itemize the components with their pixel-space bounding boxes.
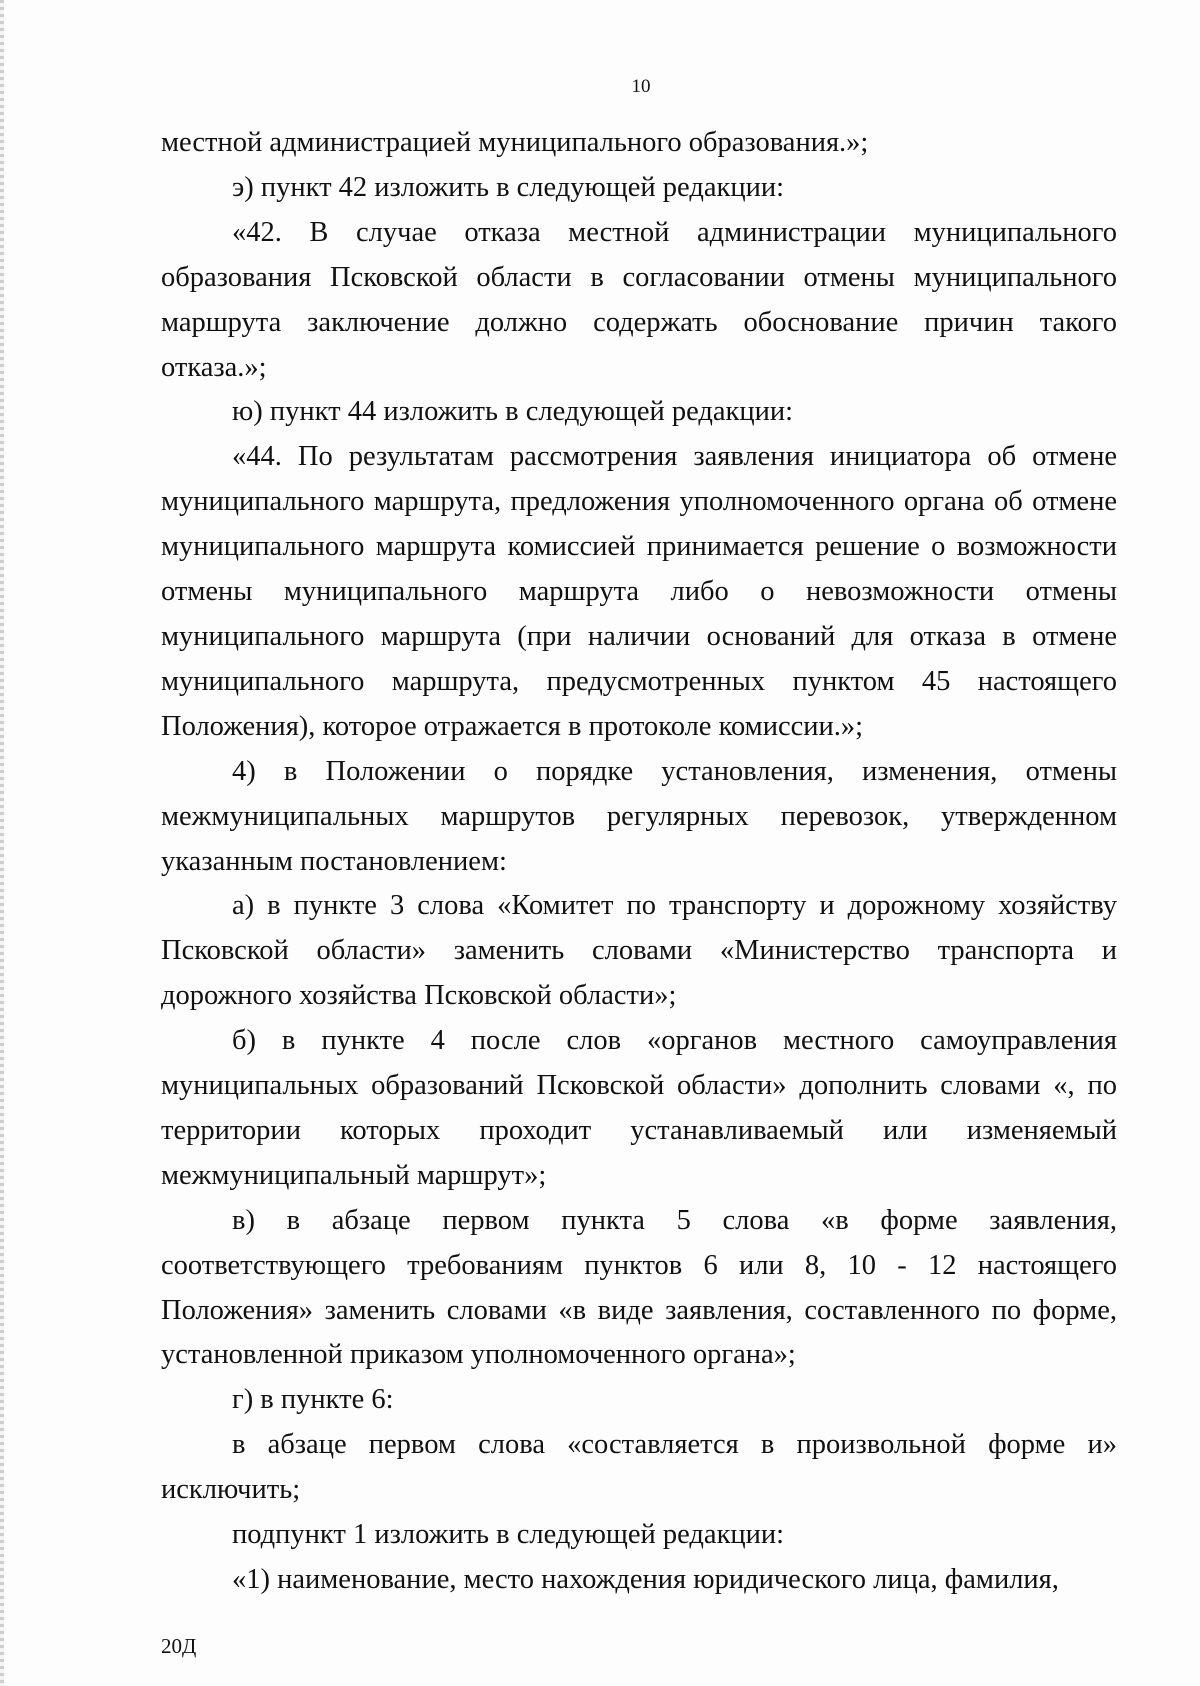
paragraph-item-yu: ю) пункт 44 изложить в следующей редакции:	[232, 396, 794, 428]
paragraph-quote-42: «42. В случае отказа местной администрации муниципального образования Псковской области в согласовании отмены муниципального маршрута заключение должно содержать обоснование причин такого отказа.»;	[161, 216, 1117, 383]
paragraph-abzac: в абзаце первом слова «составляется в произвольной форме и» исключить;	[161, 1429, 1117, 1506]
document-body	[161, 121, 1117, 1603]
footer-code: 20Д	[161, 1634, 197, 1658]
page-number: 10	[631, 76, 651, 97]
paragraph-item-b: б) в пункте 4 после слов «органов местного самоуправления муниципальных образований Псковской области» дополнить словами «, по территории которых проходит устанавливаемый или изменяемый межмуниципальный маршрут»;	[161, 1025, 1117, 1191]
paragraph-item-v: в) в абзаце первом пункта 5 слова «в форме заявления, соответствующего требованиям пунктов 6 или 8, 10 - 12 настоящего Положения» заменить словами «в виде заявления, составленного по форме, установленной приказом уполномоченного органа»;	[161, 1204, 1117, 1371]
paragraph-quote-44: «44. По результатам рассмотрения заявления инициатора об отмене муниципального маршрута, предложения уполномоченного органа об отмене муниципального маршрута комиссией принимается решение о возможности отмены муниципального маршрута либо о невозможности отмены муниципального маршрута (при наличии оснований для отказа в отмене муниципального маршрута, предусмотренных пунктом 45 настоящего Положения), которое отражается в протоколе комиссии.»;	[161, 441, 1117, 742]
paragraph-item-e: э) пункт 42 изложить в следующей редакции:	[232, 171, 785, 203]
paragraph-item-4: 4) в Положении о порядке установления, изменения, отмены межмуниципальных маршрутов регулярных перевозок, утвержденном указанным постановлением:	[161, 755, 1117, 877]
paragraph-item-a: а) в пункте 3 слова «Комитет по транспорту и дорожному хозяйству Псковской области» заменить словами «Министерство транспорта и дорожного хозяйства Псковской области»;	[161, 890, 1117, 1012]
paragraph-subitem: подпункт 1 изложить в следующей редакции:	[232, 1519, 785, 1551]
scan-edge	[0, 0, 4, 1686]
paragraph-quote-1: «1) наименование, место нахождения юридического лица, фамилия,	[232, 1564, 1059, 1595]
paragraph-continuation: местной администрацией муниципального образования.»;	[161, 127, 869, 158]
paragraph-item-g: г) в пункте 6:	[232, 1384, 394, 1416]
